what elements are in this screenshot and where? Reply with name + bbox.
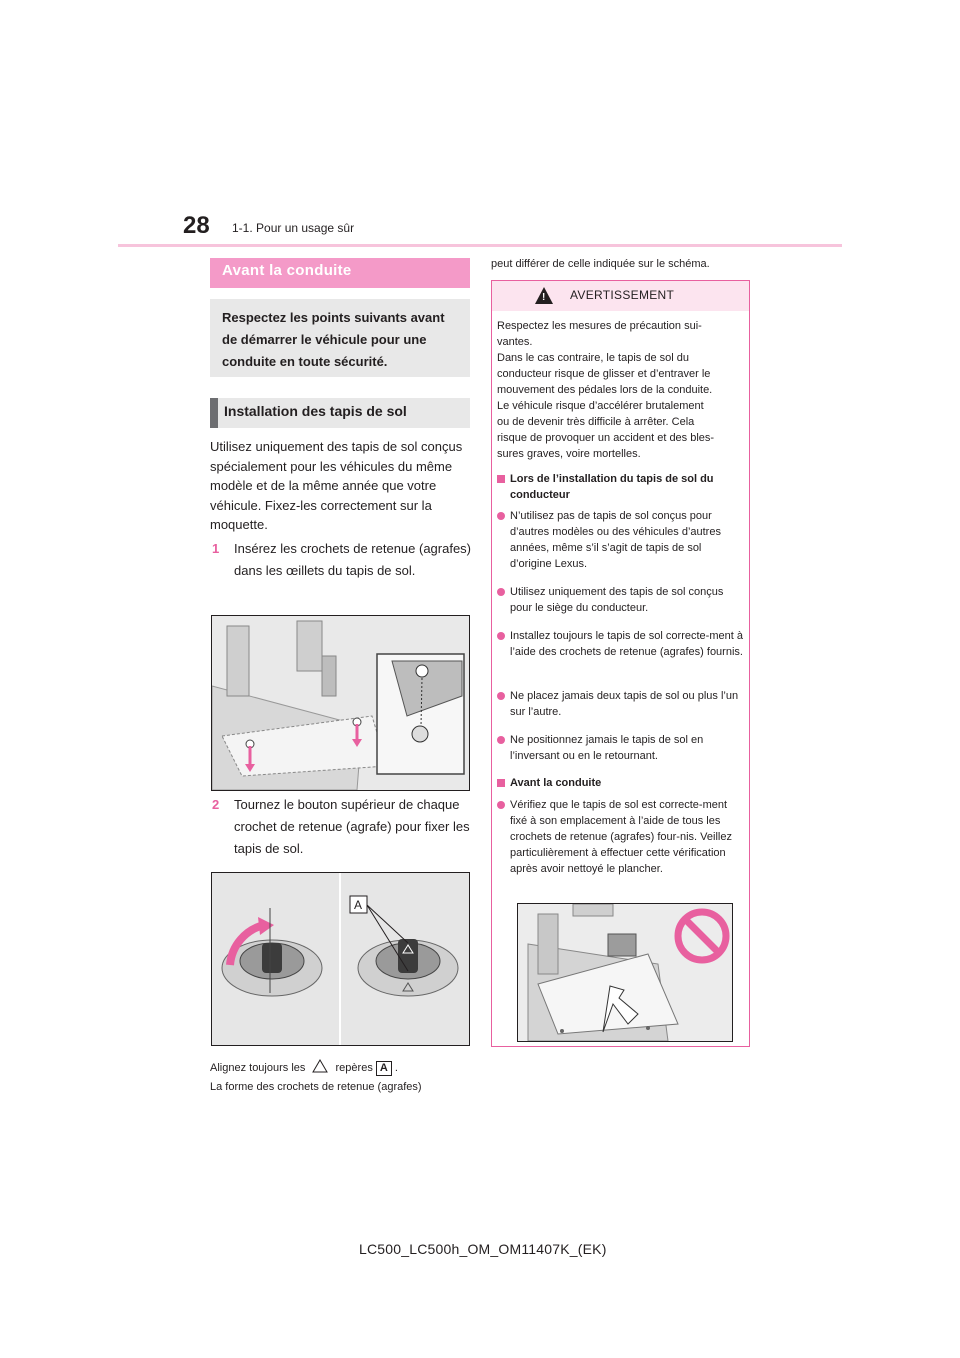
caption-alignment	[210, 1059, 398, 1076]
warning-line: mouvement des pédales lors de la conduite.	[497, 384, 713, 396]
warning-bullet	[497, 797, 743, 893]
intro-box	[210, 299, 470, 377]
caption-text-b: repères	[335, 1062, 373, 1074]
caption-text-end: .	[394, 1062, 398, 1074]
warning-bullet-text: Ne positionnez jamais le tapis de sol en l’inversant ou en le retournant.	[510, 734, 704, 762]
warning-line: conducteur risque de glisser et d’entraver le	[497, 368, 711, 380]
circle-bullet-icon	[497, 732, 505, 748]
subheading	[210, 398, 470, 428]
warning-title: AVERTISSEMENT	[570, 288, 675, 302]
caption-continuation: peut différer de celle indiquée sur le schéma.	[491, 258, 710, 270]
subheading-text: Installation des tapis de sol	[224, 403, 407, 419]
section-banner	[210, 258, 470, 288]
step-2	[212, 794, 472, 864]
hook-rotation-figure	[211, 872, 470, 1046]
warning-bullet-text: Installez toujours le tapis de sol correcte-ment à l’aide des crochets de retenue (agrafes) fournis.	[510, 630, 743, 658]
step-1	[212, 538, 472, 608]
body-paragraph: Utilisez uniquement des tapis de sol conçus spécialement pour les véhicules du même modèle et de la même année que votre véhicule. Fixez-les correctement sur la moquette.	[210, 439, 463, 532]
warning-line: sures graves, voire mortelles.	[497, 448, 641, 460]
warning-heading-text: Lors de l’installation du tapis de sol du conducteur	[510, 473, 714, 501]
incorrect-mat-illustration	[518, 904, 732, 1041]
step-text: Tournez le bouton supérieur de chaque crochet de retenue (agrafe) pour fixer les tapis de sol.	[234, 797, 470, 856]
figure-label-a: A	[354, 898, 363, 912]
section-title: 1-1. Pour un usage sûr	[232, 221, 355, 235]
warning-bullet-text: N’utilisez pas de tapis de sol conçus pour d’autres modèles ou des véhicules d’autres années, même s’il s’agit de tapis de sol d’origine Lexus.	[510, 510, 721, 570]
warning-line: vantes.	[497, 336, 533, 348]
page-number: 28	[183, 212, 210, 239]
triangle-mark-icon	[312, 1059, 328, 1073]
warning-heading	[497, 471, 743, 503]
banner-title: Avant la conduite	[222, 262, 352, 279]
incorrect-mat-figure	[517, 903, 733, 1042]
warning-line: ou de devenir très difficile à arrêter. Cela	[497, 416, 695, 428]
warning-heading	[497, 775, 743, 791]
circle-bullet-icon	[497, 584, 505, 600]
caption-shape-note: La forme des crochets de retenue (agrafes)	[210, 1081, 422, 1093]
caption-label-a: A	[376, 1061, 392, 1076]
step-number: 2	[212, 797, 220, 812]
warning-line: risque de provoquer un accident et des bles-	[497, 432, 715, 444]
intro-text: Respectez les points suivants avant de démarrer le véhicule pour une conduite en toute sécurité.	[222, 310, 445, 369]
header-rule	[118, 244, 842, 247]
circle-bullet-icon	[497, 688, 505, 704]
square-bullet-icon	[497, 775, 505, 791]
circle-bullet-icon	[497, 508, 505, 524]
floor-mat-hooks-figure	[211, 615, 470, 791]
warning-bullet-text: Ne placez jamais deux tapis de sol ou plus l’un sur l’autre.	[510, 690, 739, 718]
hook-illustration	[212, 873, 469, 1045]
warning-bullet-text: Vérifiez que le tapis de sol est correcte-ment fixé à son emplacement à l’aide de tous les crochets de retenue (agrafes) four-nis. Veillez particulièrement à effectuer cette vérification après avoir nettoyé le plancher.	[510, 799, 732, 875]
warning-header: ! AVERTISSEMENT	[492, 281, 749, 311]
warning-bullet	[497, 732, 743, 764]
square-bullet-icon	[497, 471, 505, 487]
warning-bullet	[497, 508, 743, 572]
warning-bullet	[497, 584, 743, 616]
warning-heading-text: Avant la conduite	[510, 777, 602, 789]
step-text: Insérez les crochets de retenue (agrafes) dans les œillets du tapis de sol.	[234, 541, 472, 578]
warning-line: Dans le cas contraire, le tapis de sol du	[497, 352, 689, 364]
caption-text-a: Alignez toujours les	[210, 1062, 306, 1074]
warning-bullet-text: Utilisez uniquement des tapis de sol conçus pour le siège du conducteur.	[510, 586, 724, 614]
warning-line: Respectez les mesures de précaution sui-	[497, 320, 702, 332]
step-number: 1	[212, 541, 220, 556]
document-footer-code: LC500_LC500h_OM_OM11407K_(EK)	[359, 1241, 607, 1257]
circle-bullet-icon	[497, 628, 505, 644]
warning-bullet	[497, 688, 743, 720]
warning-line: Le véhicule risque d’accélérer brutalement	[497, 400, 704, 412]
warning-bullet	[497, 628, 743, 676]
circle-bullet-icon	[497, 797, 505, 813]
floor-mat-illustration	[212, 616, 469, 790]
